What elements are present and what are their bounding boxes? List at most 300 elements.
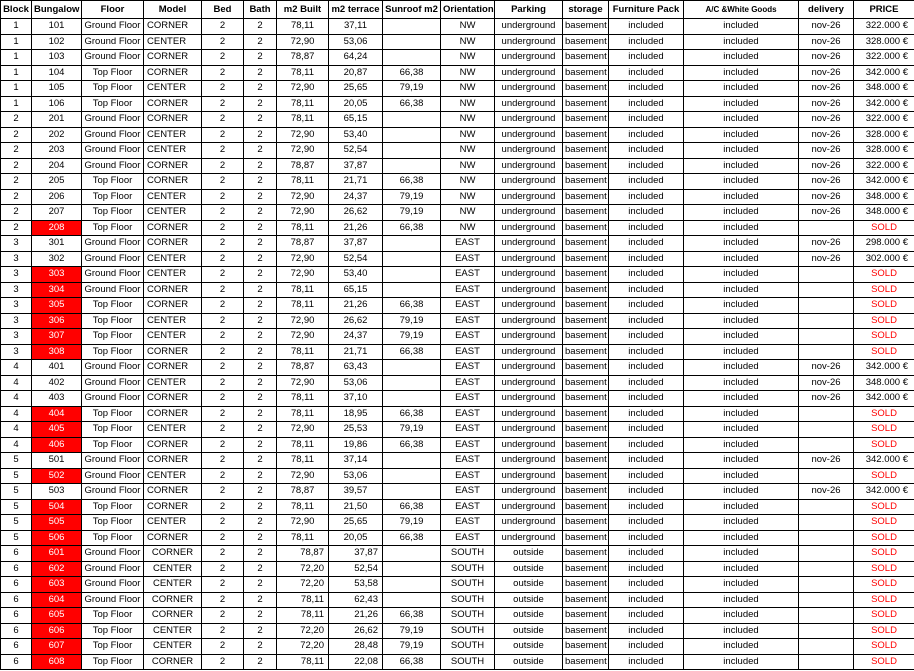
cell-bungalow[interactable]: 102 <box>32 34 82 50</box>
table-row[interactable] <box>1 19 914 35</box>
cell-m2-terrace[interactable]: 37,14 <box>329 453 383 469</box>
cell-bed[interactable]: 2 <box>202 546 244 562</box>
cell-floor[interactable]: Top Floor <box>82 422 144 438</box>
cell-block[interactable]: 3 <box>1 344 32 360</box>
cell-sunroof[interactable] <box>383 453 441 469</box>
cell-orientation[interactable]: EAST <box>441 453 495 469</box>
cell-bed[interactable]: 2 <box>202 422 244 438</box>
cell-storage[interactable]: basement <box>563 375 609 391</box>
cell-delivery[interactable] <box>799 422 854 438</box>
cell-bath[interactable]: 2 <box>244 453 277 469</box>
table-row[interactable] <box>1 127 914 143</box>
cell-sunroof[interactable] <box>383 251 441 267</box>
cell-m2-built[interactable]: 78,87 <box>277 360 329 376</box>
cell-price[interactable]: 342.000 € <box>854 96 914 112</box>
cell-bungalow[interactable]: 301 <box>32 236 82 252</box>
cell-m2-terrace[interactable]: 62,43 <box>329 592 383 608</box>
cell-furniture[interactable]: included <box>609 360 684 376</box>
cell-storage[interactable]: basement <box>563 623 609 639</box>
cell-bed[interactable]: 2 <box>202 344 244 360</box>
cell-storage[interactable]: basement <box>563 189 609 205</box>
cell-bungalow[interactable]: 206 <box>32 189 82 205</box>
cell-furniture[interactable]: included <box>609 112 684 128</box>
cell-bungalow[interactable]: 608 <box>32 654 82 670</box>
cell-m2-terrace[interactable]: 26,62 <box>329 313 383 329</box>
cell-m2-terrace[interactable]: 19,86 <box>329 437 383 453</box>
col-header-block[interactable]: Block <box>1 1 32 19</box>
cell-m2-terrace[interactable]: 37,87 <box>329 546 383 562</box>
cell-model[interactable]: CORNER <box>144 158 202 174</box>
cell-parking[interactable]: underground <box>495 81 563 97</box>
cell-storage[interactable]: basement <box>563 267 609 283</box>
cell-bed[interactable]: 2 <box>202 360 244 376</box>
cell-bath[interactable]: 2 <box>244 654 277 670</box>
cell-model[interactable]: CORNER <box>144 360 202 376</box>
cell-block[interactable]: 3 <box>1 313 32 329</box>
cell-price[interactable]: 328.000 € <box>854 127 914 143</box>
cell-bungalow[interactable]: 202 <box>32 127 82 143</box>
cell-storage[interactable]: basement <box>563 236 609 252</box>
cell-price[interactable]: SOLD <box>854 313 914 329</box>
cell-furniture[interactable]: included <box>609 205 684 221</box>
cell-bath[interactable]: 2 <box>244 437 277 453</box>
cell-price[interactable]: 302.000 € <box>854 251 914 267</box>
cell-price[interactable]: 298.000 € <box>854 236 914 252</box>
cell-bungalow[interactable]: 104 <box>32 65 82 81</box>
table-row[interactable] <box>1 220 914 236</box>
cell-furniture[interactable]: included <box>609 220 684 236</box>
cell-m2-terrace[interactable]: 21,26 <box>329 298 383 314</box>
cell-price[interactable]: 342.000 € <box>854 484 914 500</box>
cell-sunroof[interactable]: 66,38 <box>383 65 441 81</box>
cell-furniture[interactable]: included <box>609 158 684 174</box>
cell-floor[interactable]: Ground Floor <box>82 468 144 484</box>
cell-bath[interactable]: 2 <box>244 484 277 500</box>
cell-floor[interactable]: Ground Floor <box>82 34 144 50</box>
cell-delivery[interactable] <box>799 608 854 624</box>
table-row[interactable] <box>1 81 914 97</box>
cell-price[interactable]: SOLD <box>854 654 914 670</box>
cell-delivery[interactable]: nov-26 <box>799 205 854 221</box>
cell-ac-white-goods[interactable]: included <box>684 158 799 174</box>
table-row[interactable] <box>1 577 914 593</box>
cell-model[interactable]: CORNER <box>144 282 202 298</box>
cell-bath[interactable]: 2 <box>244 608 277 624</box>
cell-m2-terrace[interactable]: 53,58 <box>329 577 383 593</box>
cell-orientation[interactable]: EAST <box>441 422 495 438</box>
cell-delivery[interactable] <box>799 267 854 283</box>
cell-storage[interactable]: basement <box>563 406 609 422</box>
cell-price[interactable]: SOLD <box>854 468 914 484</box>
cell-block[interactable]: 6 <box>1 546 32 562</box>
cell-m2-built[interactable]: 78,11 <box>277 112 329 128</box>
cell-block[interactable]: 2 <box>1 112 32 128</box>
cell-bed[interactable]: 2 <box>202 267 244 283</box>
cell-storage[interactable]: basement <box>563 298 609 314</box>
cell-parking[interactable]: underground <box>495 344 563 360</box>
col-header-m2-built[interactable]: m2 Built <box>277 1 329 19</box>
cell-ac-white-goods[interactable]: included <box>684 19 799 35</box>
cell-delivery[interactable] <box>799 406 854 422</box>
table-row[interactable] <box>1 499 914 515</box>
cell-m2-terrace[interactable]: 24,37 <box>329 189 383 205</box>
cell-m2-terrace[interactable]: 22,08 <box>329 654 383 670</box>
cell-floor[interactable]: Ground Floor <box>82 561 144 577</box>
cell-ac-white-goods[interactable]: included <box>684 267 799 283</box>
cell-orientation[interactable]: SOUTH <box>441 592 495 608</box>
cell-m2-terrace[interactable]: 52,54 <box>329 143 383 159</box>
cell-ac-white-goods[interactable]: included <box>684 34 799 50</box>
col-header-bath[interactable]: Bath <box>244 1 277 19</box>
cell-furniture[interactable]: included <box>609 143 684 159</box>
cell-sunroof[interactable]: 66,38 <box>383 654 441 670</box>
cell-ac-white-goods[interactable]: included <box>684 127 799 143</box>
cell-ac-white-goods[interactable]: included <box>684 422 799 438</box>
cell-bungalow[interactable]: 305 <box>32 298 82 314</box>
cell-model[interactable]: CENTER <box>144 561 202 577</box>
cell-orientation[interactable]: EAST <box>441 344 495 360</box>
cell-price[interactable]: 322.000 € <box>854 112 914 128</box>
cell-model[interactable]: CORNER <box>144 96 202 112</box>
cell-sunroof[interactable] <box>383 375 441 391</box>
cell-model[interactable]: CENTER <box>144 313 202 329</box>
cell-bed[interactable]: 2 <box>202 189 244 205</box>
table-row[interactable] <box>1 189 914 205</box>
cell-furniture[interactable]: included <box>609 484 684 500</box>
cell-delivery[interactable]: nov-26 <box>799 19 854 35</box>
cell-bungalow[interactable]: 205 <box>32 174 82 190</box>
cell-model[interactable]: CENTER <box>144 143 202 159</box>
cell-sunroof[interactable]: 66,38 <box>383 344 441 360</box>
cell-orientation[interactable]: EAST <box>441 391 495 407</box>
cell-parking[interactable]: underground <box>495 50 563 66</box>
cell-parking[interactable]: underground <box>495 251 563 267</box>
cell-bath[interactable]: 2 <box>244 220 277 236</box>
cell-parking[interactable]: underground <box>495 484 563 500</box>
cell-m2-terrace[interactable]: 37,87 <box>329 158 383 174</box>
cell-furniture[interactable]: included <box>609 174 684 190</box>
cell-model[interactable]: CENTER <box>144 639 202 655</box>
cell-sunroof[interactable]: 79,19 <box>383 189 441 205</box>
table-row[interactable] <box>1 437 914 453</box>
cell-parking[interactable]: underground <box>495 391 563 407</box>
cell-m2-terrace[interactable]: 21,50 <box>329 499 383 515</box>
cell-block[interactable]: 6 <box>1 592 32 608</box>
cell-bath[interactable]: 2 <box>244 236 277 252</box>
cell-floor[interactable]: Ground Floor <box>82 391 144 407</box>
cell-bungalow[interactable]: 203 <box>32 143 82 159</box>
cell-m2-terrace[interactable]: 64,24 <box>329 50 383 66</box>
cell-sunroof[interactable]: 79,19 <box>383 422 441 438</box>
cell-delivery[interactable]: nov-26 <box>799 236 854 252</box>
cell-bed[interactable]: 2 <box>202 174 244 190</box>
cell-parking[interactable]: underground <box>495 127 563 143</box>
cell-ac-white-goods[interactable]: included <box>684 375 799 391</box>
cell-bath[interactable]: 2 <box>244 19 277 35</box>
cell-storage[interactable]: basement <box>563 437 609 453</box>
cell-parking[interactable]: outside <box>495 592 563 608</box>
cell-price[interactable]: 328.000 € <box>854 143 914 159</box>
cell-bath[interactable]: 2 <box>244 143 277 159</box>
cell-furniture[interactable]: included <box>609 375 684 391</box>
cell-price[interactable]: 322.000 € <box>854 158 914 174</box>
cell-m2-built[interactable]: 72,90 <box>277 329 329 345</box>
cell-m2-terrace[interactable]: 37,10 <box>329 391 383 407</box>
cell-m2-built[interactable]: 72,20 <box>277 577 329 593</box>
cell-sunroof[interactable]: 66,38 <box>383 530 441 546</box>
cell-bed[interactable]: 2 <box>202 530 244 546</box>
cell-bed[interactable]: 2 <box>202 282 244 298</box>
cell-sunroof[interactable]: 66,38 <box>383 96 441 112</box>
cell-m2-built[interactable]: 72,90 <box>277 251 329 267</box>
cell-bath[interactable]: 2 <box>244 592 277 608</box>
cell-bungalow[interactable]: 303 <box>32 267 82 283</box>
cell-furniture[interactable]: included <box>609 34 684 50</box>
cell-m2-built[interactable]: 78,11 <box>277 65 329 81</box>
cell-furniture[interactable]: included <box>609 19 684 35</box>
cell-m2-built[interactable]: 78,11 <box>277 298 329 314</box>
cell-bed[interactable]: 2 <box>202 437 244 453</box>
cell-bungalow[interactable]: 601 <box>32 546 82 562</box>
cell-furniture[interactable]: included <box>609 437 684 453</box>
cell-storage[interactable]: basement <box>563 360 609 376</box>
cell-storage[interactable]: basement <box>563 143 609 159</box>
cell-price[interactable]: 348.000 € <box>854 189 914 205</box>
cell-m2-terrace[interactable]: 52,54 <box>329 251 383 267</box>
cell-furniture[interactable]: included <box>609 127 684 143</box>
cell-delivery[interactable] <box>799 499 854 515</box>
cell-parking[interactable]: underground <box>495 158 563 174</box>
cell-m2-built[interactable]: 78,11 <box>277 654 329 670</box>
cell-furniture[interactable]: included <box>609 577 684 593</box>
cell-m2-terrace[interactable]: 25,65 <box>329 515 383 531</box>
table-row[interactable] <box>1 515 914 531</box>
cell-sunroof[interactable]: 79,19 <box>383 515 441 531</box>
cell-delivery[interactable]: nov-26 <box>799 391 854 407</box>
cell-sunroof[interactable] <box>383 561 441 577</box>
cell-price[interactable]: 348.000 € <box>854 81 914 97</box>
cell-sunroof[interactable] <box>383 360 441 376</box>
cell-bath[interactable]: 2 <box>244 530 277 546</box>
cell-bed[interactable]: 2 <box>202 205 244 221</box>
cell-sunroof[interactable]: 79,19 <box>383 205 441 221</box>
cell-furniture[interactable]: included <box>609 546 684 562</box>
cell-storage[interactable]: basement <box>563 453 609 469</box>
cell-m2-terrace[interactable]: 53,06 <box>329 34 383 50</box>
cell-model[interactable]: CORNER <box>144 608 202 624</box>
cell-ac-white-goods[interactable]: included <box>684 236 799 252</box>
table-row[interactable] <box>1 267 914 283</box>
cell-sunroof[interactable]: 66,38 <box>383 499 441 515</box>
cell-floor[interactable]: Top Floor <box>82 96 144 112</box>
cell-bed[interactable]: 2 <box>202 143 244 159</box>
cell-furniture[interactable]: included <box>609 422 684 438</box>
cell-bath[interactable]: 2 <box>244 96 277 112</box>
cell-delivery[interactable]: nov-26 <box>799 375 854 391</box>
cell-m2-built[interactable]: 78,11 <box>277 592 329 608</box>
cell-sunroof[interactable]: 66,38 <box>383 608 441 624</box>
cell-block[interactable]: 2 <box>1 143 32 159</box>
cell-delivery[interactable]: nov-26 <box>799 158 854 174</box>
cell-block[interactable]: 5 <box>1 530 32 546</box>
cell-parking[interactable]: underground <box>495 515 563 531</box>
cell-price[interactable]: SOLD <box>854 546 914 562</box>
table-row[interactable] <box>1 406 914 422</box>
cell-furniture[interactable]: included <box>609 623 684 639</box>
cell-orientation[interactable]: EAST <box>441 499 495 515</box>
table-row[interactable] <box>1 608 914 624</box>
cell-floor[interactable]: Ground Floor <box>82 453 144 469</box>
cell-delivery[interactable] <box>799 344 854 360</box>
cell-bath[interactable]: 2 <box>244 282 277 298</box>
cell-storage[interactable]: basement <box>563 546 609 562</box>
cell-bungalow[interactable]: 308 <box>32 344 82 360</box>
cell-m2-built[interactable]: 78,87 <box>277 50 329 66</box>
cell-furniture[interactable]: included <box>609 406 684 422</box>
cell-price[interactable]: 322.000 € <box>854 19 914 35</box>
cell-ac-white-goods[interactable]: included <box>684 282 799 298</box>
cell-bungalow[interactable]: 105 <box>32 81 82 97</box>
cell-storage[interactable]: basement <box>563 422 609 438</box>
cell-bed[interactable]: 2 <box>202 65 244 81</box>
cell-m2-terrace[interactable]: 25,53 <box>329 422 383 438</box>
cell-orientation[interactable]: EAST <box>441 236 495 252</box>
cell-delivery[interactable]: nov-26 <box>799 34 854 50</box>
cell-orientation[interactable]: SOUTH <box>441 654 495 670</box>
cell-delivery[interactable] <box>799 577 854 593</box>
cell-bed[interactable]: 2 <box>202 251 244 267</box>
cell-price[interactable]: 348.000 € <box>854 205 914 221</box>
cell-furniture[interactable]: included <box>609 391 684 407</box>
cell-m2-built[interactable]: 78,11 <box>277 453 329 469</box>
cell-ac-white-goods[interactable]: included <box>684 391 799 407</box>
cell-furniture[interactable]: included <box>609 313 684 329</box>
col-header-sunroof[interactable]: Sunroof m2 <box>383 1 441 19</box>
cell-bed[interactable]: 2 <box>202 623 244 639</box>
cell-ac-white-goods[interactable]: included <box>684 112 799 128</box>
cell-model[interactable]: CORNER <box>144 391 202 407</box>
cell-bath[interactable]: 2 <box>244 639 277 655</box>
cell-orientation[interactable]: NW <box>441 112 495 128</box>
cell-bed[interactable]: 2 <box>202 654 244 670</box>
cell-m2-built[interactable]: 72,90 <box>277 267 329 283</box>
cell-parking[interactable]: underground <box>495 406 563 422</box>
cell-model[interactable]: CENTER <box>144 205 202 221</box>
cell-parking[interactable]: underground <box>495 143 563 159</box>
cell-delivery[interactable] <box>799 639 854 655</box>
cell-price[interactable]: 348.000 € <box>854 375 914 391</box>
cell-block[interactable]: 1 <box>1 81 32 97</box>
cell-price[interactable]: 342.000 € <box>854 360 914 376</box>
cell-model[interactable]: CORNER <box>144 592 202 608</box>
cell-storage[interactable]: basement <box>563 561 609 577</box>
cell-delivery[interactable]: nov-26 <box>799 174 854 190</box>
cell-furniture[interactable]: included <box>609 592 684 608</box>
cell-storage[interactable]: basement <box>563 515 609 531</box>
cell-bed[interactable]: 2 <box>202 406 244 422</box>
cell-bed[interactable]: 2 <box>202 220 244 236</box>
cell-bed[interactable]: 2 <box>202 329 244 345</box>
cell-block[interactable]: 1 <box>1 34 32 50</box>
cell-orientation[interactable]: EAST <box>441 375 495 391</box>
cell-model[interactable]: CENTER <box>144 251 202 267</box>
cell-model[interactable]: CORNER <box>144 530 202 546</box>
cell-m2-terrace[interactable]: 21,71 <box>329 174 383 190</box>
cell-model[interactable]: CENTER <box>144 329 202 345</box>
cell-price[interactable]: SOLD <box>854 608 914 624</box>
cell-m2-built[interactable]: 78,87 <box>277 546 329 562</box>
cell-sunroof[interactable] <box>383 50 441 66</box>
cell-parking[interactable]: underground <box>495 468 563 484</box>
cell-bungalow[interactable]: 404 <box>32 406 82 422</box>
cell-sunroof[interactable] <box>383 592 441 608</box>
cell-furniture[interactable]: included <box>609 453 684 469</box>
cell-floor[interactable]: Top Floor <box>82 344 144 360</box>
cell-furniture[interactable]: included <box>609 189 684 205</box>
cell-bed[interactable]: 2 <box>202 127 244 143</box>
cell-orientation[interactable]: EAST <box>441 282 495 298</box>
cell-orientation[interactable]: EAST <box>441 515 495 531</box>
cell-storage[interactable]: basement <box>563 639 609 655</box>
cell-block[interactable]: 3 <box>1 329 32 345</box>
cell-floor[interactable]: Top Floor <box>82 313 144 329</box>
cell-storage[interactable]: basement <box>563 530 609 546</box>
cell-delivery[interactable] <box>799 592 854 608</box>
cell-bath[interactable]: 2 <box>244 623 277 639</box>
cell-model[interactable]: CENTER <box>144 267 202 283</box>
cell-m2-terrace[interactable]: 53,40 <box>329 267 383 283</box>
cell-bath[interactable]: 2 <box>244 329 277 345</box>
cell-delivery[interactable] <box>799 282 854 298</box>
cell-floor[interactable]: Ground Floor <box>82 112 144 128</box>
cell-block[interactable]: 5 <box>1 453 32 469</box>
cell-bungalow[interactable]: 606 <box>32 623 82 639</box>
cell-orientation[interactable]: EAST <box>441 298 495 314</box>
cell-ac-white-goods[interactable]: included <box>684 639 799 655</box>
cell-ac-white-goods[interactable]: included <box>684 143 799 159</box>
cell-orientation[interactable]: EAST <box>441 437 495 453</box>
cell-m2-built[interactable]: 78,11 <box>277 220 329 236</box>
cell-floor[interactable]: Ground Floor <box>82 546 144 562</box>
cell-parking[interactable]: underground <box>495 236 563 252</box>
cell-sunroof[interactable]: 66,38 <box>383 437 441 453</box>
cell-orientation[interactable]: NW <box>441 81 495 97</box>
cell-furniture[interactable]: included <box>609 81 684 97</box>
cell-delivery[interactable]: nov-26 <box>799 50 854 66</box>
cell-delivery[interactable] <box>799 329 854 345</box>
cell-storage[interactable]: basement <box>563 220 609 236</box>
cell-floor[interactable]: Top Floor <box>82 81 144 97</box>
cell-furniture[interactable]: included <box>609 329 684 345</box>
col-header-parking[interactable]: Parking <box>495 1 563 19</box>
cell-orientation[interactable]: NW <box>441 127 495 143</box>
col-header-storage[interactable]: storage <box>563 1 609 19</box>
table-row[interactable] <box>1 329 914 345</box>
cell-price[interactable]: SOLD <box>854 267 914 283</box>
cell-m2-built[interactable]: 72,90 <box>277 468 329 484</box>
cell-ac-white-goods[interactable]: included <box>684 251 799 267</box>
table-row[interactable] <box>1 375 914 391</box>
cell-bath[interactable]: 2 <box>244 406 277 422</box>
cell-m2-terrace[interactable]: 39,57 <box>329 484 383 500</box>
cell-sunroof[interactable] <box>383 484 441 500</box>
cell-block[interactable]: 4 <box>1 391 32 407</box>
cell-m2-terrace[interactable]: 26,62 <box>329 623 383 639</box>
col-header-furniture[interactable]: Furniture Pack <box>609 1 684 19</box>
cell-sunroof[interactable] <box>383 391 441 407</box>
cell-bed[interactable]: 2 <box>202 298 244 314</box>
cell-orientation[interactable]: NW <box>441 205 495 221</box>
